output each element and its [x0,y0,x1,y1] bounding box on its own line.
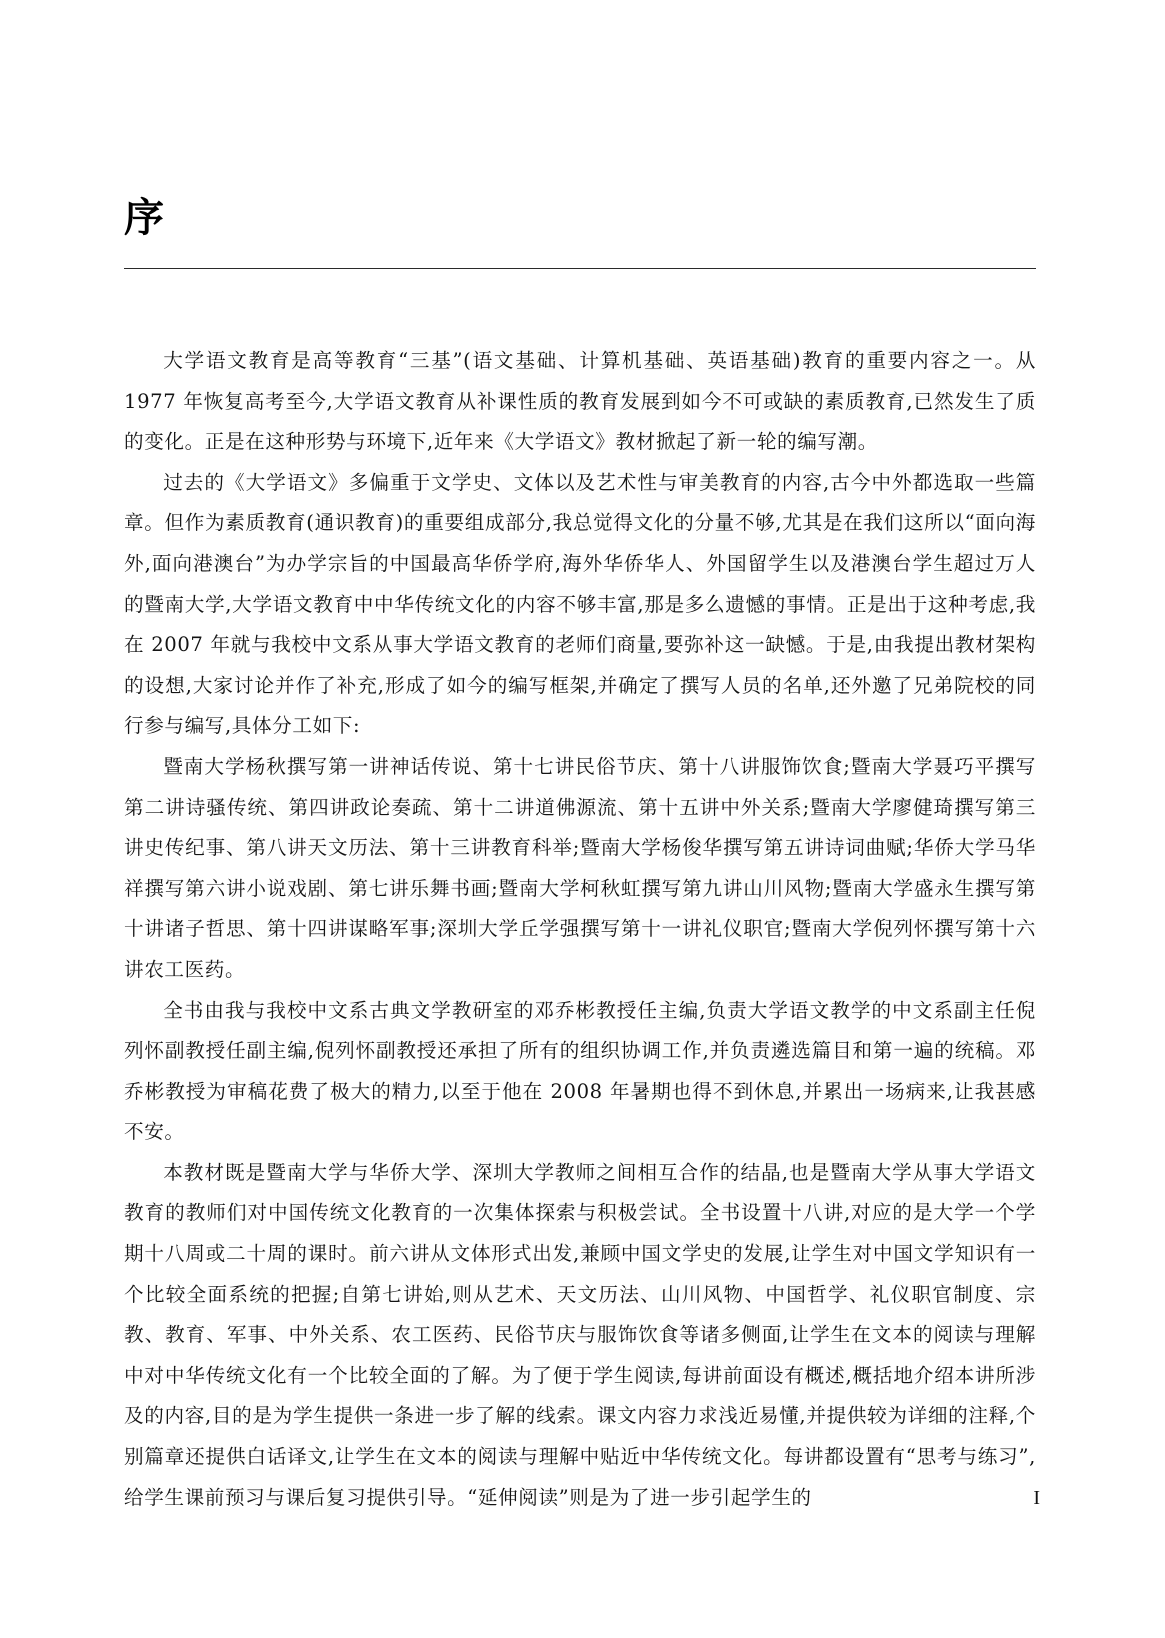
page-title: 序 [124,194,166,241]
paragraph: 本教材既是暨南大学与华侨大学、深圳大学教师之间相互合作的结晶,也是暨南大学从事大学语文教育的教师们对中国传统文化教育的一次集体探索与积极尝试。全书设置十八讲,对应的是大学一个学期十八周或二十周的课时。前六讲从文体形式出发,兼顾中国文学史的发展,让学生对中国文学知识有一个比较全面系统的把握;自第七讲始,则从艺术、天文历法、山川风物、中国哲学、礼仪职官制度、宗教、教育、军事、中外关系、农工医药、民俗节庆与服饰饮食等诸多侧面,让学生在文本的阅读与理解中对中华传统文化有一个比较全面的了解。为了便于学生阅读,每讲前面设有概述,概括地介绍本讲所涉及的内容,目的是为学生提供一条进一步了解的线索。课文内容力求浅近易懂,并提供较为详细的注释,个别篇章还提供白话译文,让学生在文本的阅读与理解中贴近中华传统文化。每讲都设置有“思考与练习”,给学生课前预习与课后复习提供引导。“延伸阅读”则是为了进一步引起学生的 [124,1160,1036,1509]
title-divider [124,268,1036,269]
paragraph: 过去的《大学语文》多偏重于文学史、文体以及艺术性与审美教育的内容,古今中外都选取一些篇章。但作为素质教育(通识教育)的重要组成部分,我总觉得文化的分量不够,尤其是在我们这所以“面向海外,面向港澳台”为办学宗旨的中国最高华侨学府,海外华侨华人、外国留学生以及港澳台学生超过万人的暨南大学,大学语文教育中中华传统文化的内容不够丰富,那是多么遗憾的事情。正是出于这种考虑,我在 2007 年就与我校中文系从事大学语文教育的老师们商量,要弥补这一缺憾。于是,由我提出教材架构的设想,大家讨论并作了补充,形成了如今的编写框架,并确定了撰写人员的名单,还外邀了兄弟院校的同行参与编写,具体分工如下: [124,470,1036,738]
paragraph: 全书由我与我校中文系古典文学教研室的邓乔彬教授任主编,负责大学语文教学的中文系副主任倪列怀副教授任副主编,倪列怀副教授还承担了所有的组织协调工作,并负责遴选篇目和第一遍的统稿。邓乔彬教授为审稿花费了极大的精力,以至于他在 2008 年暑期也得不到休息,并累出一场病来,让我甚感不安。 [124,998,1036,1144]
page-number: I [1033,1487,1041,1509]
paragraph: 暨南大学杨秋撰写第一讲神话传说、第十七讲民俗节庆、第十八讲服饰饮食;暨南大学聂巧平撰写第二讲诗骚传统、第四讲政论奏疏、第十二讲道佛源流、第十五讲中外关系;暨南大学廖健琦撰写第三讲史传纪事、第八讲天文历法、第十三讲教育科举;暨南大学杨俊华撰写第五讲诗词曲赋;华侨大学马华祥撰写第六讲小说戏剧、第七讲乐舞书画;暨南大学柯秋虹撰写第九讲山川风物;暨南大学盛永生撰写第十讲诸子哲思、第十四讲谋略军事;深圳大学丘学强撰写第十一讲礼仪职官;暨南大学倪列怀撰写第十六讲农工医药。 [124,754,1036,981]
page-content [124,196,1036,1518]
body-text [124,341,1036,1518]
paragraph: 大学语文教育是高等教育“三基”(语文基础、计算机基础、英语基础)教育的重要内容之一。从 1977 年恢复高考至今,大学语文教育从补课性质的教育发展到如今不可或缺的素质教育,已然发生了质的变化。正是在这种形势与环境下,近年来《大学语文》教材掀起了新一轮的编写潮。 [124,349,1036,454]
